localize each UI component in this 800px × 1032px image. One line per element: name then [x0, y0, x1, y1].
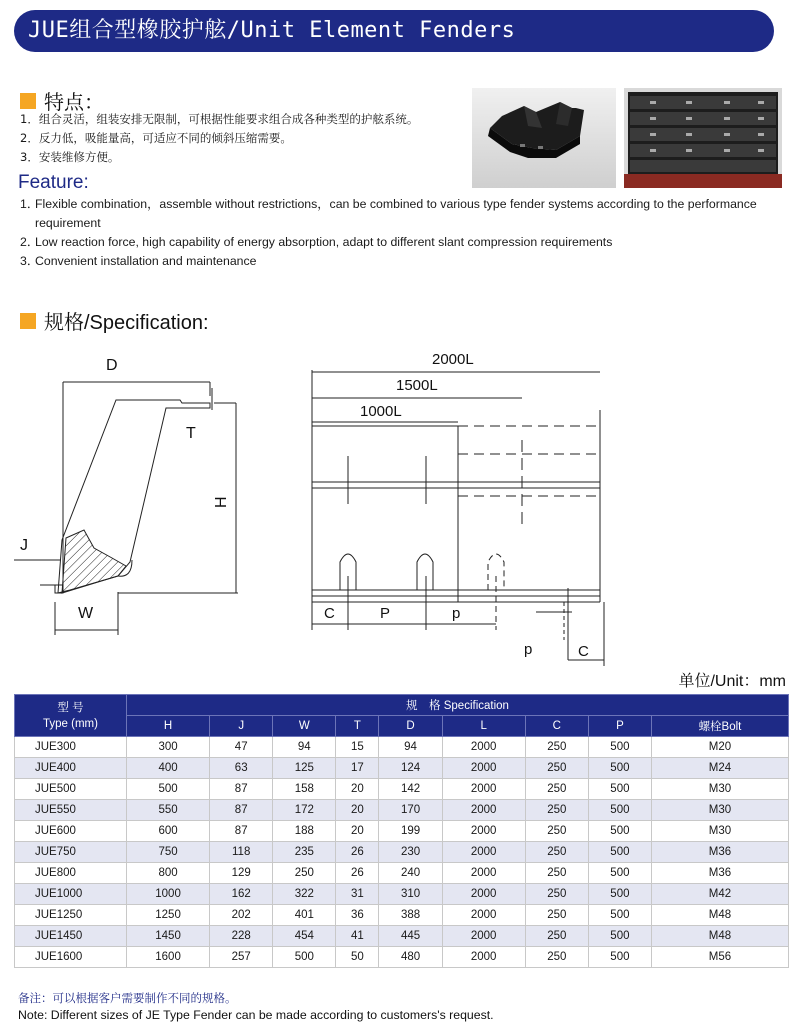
table-cell: 158 — [273, 779, 336, 800]
type-cell: JUE500 — [15, 779, 127, 800]
table-row — [15, 821, 789, 842]
table-cell: 94 — [273, 737, 336, 758]
unit-label: 单位/Unit：mm — [678, 673, 786, 690]
type-cell: JUE1250 — [15, 905, 127, 926]
table-cell: 26 — [336, 842, 379, 863]
dim-label-p: p — [524, 641, 533, 658]
table-cell: 1250 — [127, 905, 210, 926]
column-header: W — [273, 716, 336, 737]
table-cell: 50 — [336, 947, 379, 968]
table-row — [15, 779, 789, 800]
table-cell: M24 — [651, 758, 788, 779]
spec-table — [14, 694, 789, 968]
dim-label-J: J — [20, 537, 28, 554]
spec-table-body — [15, 737, 789, 968]
type-header — [15, 695, 127, 737]
table-cell: 322 — [273, 884, 336, 905]
fender-profile-drawing — [14, 382, 238, 635]
table-cell: 2000 — [442, 758, 525, 779]
features-en-num: 1． — [20, 197, 40, 211]
column-header: 螺栓Bolt — [651, 716, 788, 737]
table-cell: 129 — [210, 863, 273, 884]
dim-label-1500L: 1500L — [396, 377, 438, 394]
type-cell: JUE1000 — [15, 884, 127, 905]
table-cell: M48 — [651, 905, 788, 926]
column-header: P — [588, 716, 651, 737]
table-cell: 401 — [273, 905, 336, 926]
features-cn-list — [20, 110, 418, 167]
table-cell: M30 — [651, 800, 788, 821]
table-cell: 1450 — [127, 926, 210, 947]
table-cell: 250 — [525, 926, 588, 947]
table-cell: 500 — [588, 884, 651, 905]
dim-label-T: T — [186, 425, 196, 442]
table-cell: 500 — [273, 947, 336, 968]
table-row — [15, 905, 789, 926]
table-cell: 310 — [379, 884, 442, 905]
features-en-text: Flexible combination，assemble without restrictions，can be combined to various type fender systems according to the performance requirement — [35, 197, 757, 230]
table-cell: 125 — [273, 758, 336, 779]
spec-heading-text: 规格/Specification: — [44, 312, 209, 334]
column-header: J — [210, 716, 273, 737]
column-header: T — [336, 716, 379, 737]
table-cell: 500 — [588, 779, 651, 800]
table-cell: 550 — [127, 800, 210, 821]
table-cell: 500 — [588, 905, 651, 926]
table-cell: 20 — [336, 779, 379, 800]
table-cell: M36 — [651, 842, 788, 863]
table-cell: 500 — [588, 737, 651, 758]
table-cell: 2000 — [442, 947, 525, 968]
dim-label-W: W — [78, 605, 94, 622]
fender-single-photo — [472, 88, 616, 188]
table-cell: 2000 — [442, 905, 525, 926]
table-row — [15, 863, 789, 884]
table-row — [15, 926, 789, 947]
table-row — [15, 947, 789, 968]
table-cell: 2000 — [442, 779, 525, 800]
table-cell: 800 — [127, 863, 210, 884]
table-cell: 250 — [525, 863, 588, 884]
table-cell: 36 — [336, 905, 379, 926]
table-cell: 17 — [336, 758, 379, 779]
features-en-num: 2． — [20, 235, 40, 249]
table-cell: 228 — [210, 926, 273, 947]
type-cell: JUE1600 — [15, 947, 127, 968]
table-cell: 500 — [588, 758, 651, 779]
features-cn-item: 2．反力低，吸能量高，可适应不同的倾斜压缩需要。 — [20, 131, 292, 145]
table-cell: 87 — [210, 779, 273, 800]
dim-label-2000L: 2000L — [432, 351, 474, 368]
table-cell: 500 — [127, 779, 210, 800]
type-cell: JUE600 — [15, 821, 127, 842]
column-header: H — [127, 716, 210, 737]
table-cell: 41 — [336, 926, 379, 947]
table-cell: 20 — [336, 821, 379, 842]
table-cell: 172 — [273, 800, 336, 821]
table-cell: M20 — [651, 737, 788, 758]
table-cell: 500 — [588, 821, 651, 842]
features-cn-item: 3．安装维修方便。 — [20, 150, 120, 164]
table-row — [15, 842, 789, 863]
table-cell: 47 — [210, 737, 273, 758]
table-cell: 2000 — [442, 884, 525, 905]
table-cell: M42 — [651, 884, 788, 905]
features-cn-item: 1．组合灵活，组装安排无限制，可根据性能要求组合成各种类型的护舷系统。 — [20, 112, 419, 126]
table-cell: 1000 — [127, 884, 210, 905]
table-cell: 250 — [525, 800, 588, 821]
table-cell: 2000 — [442, 821, 525, 842]
table-cell: 250 — [525, 884, 588, 905]
dim-label-D: D — [106, 357, 118, 374]
table-cell: 142 — [379, 779, 442, 800]
table-cell: 2000 — [442, 737, 525, 758]
note-en: Note: Different sizes of JE Type Fender can be made according to customers's request. — [18, 1008, 494, 1022]
dim-label-p: p — [452, 605, 461, 622]
dim-label-P: P — [380, 605, 391, 622]
table-cell: 87 — [210, 821, 273, 842]
type-cell: JUE550 — [15, 800, 127, 821]
features-en-text: Convenient installation and maintenance — [35, 254, 257, 268]
table-cell: 199 — [379, 821, 442, 842]
table-cell: 388 — [379, 905, 442, 926]
table-row — [15, 884, 789, 905]
column-header: C — [525, 716, 588, 737]
table-cell: 230 — [379, 842, 442, 863]
spec-group-header: 规 格 Specification — [127, 695, 789, 716]
type-cell: JUE800 — [15, 863, 127, 884]
table-cell: M30 — [651, 779, 788, 800]
type-header-en: Type (mm) — [43, 717, 98, 730]
dim-label-C: C — [578, 643, 589, 660]
table-cell: 250 — [525, 905, 588, 926]
table-cell: 250 — [525, 737, 588, 758]
table-cell: 63 — [210, 758, 273, 779]
table-cell: 94 — [379, 737, 442, 758]
type-header-cn: 型 号 — [57, 701, 84, 714]
dimension-diagram — [0, 340, 800, 670]
table-cell: 400 — [127, 758, 210, 779]
orange-square-icon — [20, 93, 36, 109]
table-cell: 124 — [379, 758, 442, 779]
table-cell: 240 — [379, 863, 442, 884]
type-cell: JUE300 — [15, 737, 127, 758]
table-cell: 31 — [336, 884, 379, 905]
features-cn-heading-text: 特点： — [44, 92, 104, 114]
column-header-row — [15, 716, 789, 737]
features-en-text: Low reaction force, high capability of energy absorption, adapt to different slant compression requirements — [35, 235, 613, 249]
table-cell: 15 — [336, 737, 379, 758]
table-cell: 300 — [127, 737, 210, 758]
dim-label-H: H — [213, 496, 230, 508]
table-cell: 2000 — [442, 863, 525, 884]
table-cell: 600 — [127, 821, 210, 842]
table-cell: 2000 — [442, 926, 525, 947]
page-title: JUE组合型橡胶护舷/Unit Element Fenders — [14, 10, 774, 52]
table-cell: 250 — [525, 821, 588, 842]
type-cell: JUE400 — [15, 758, 127, 779]
table-cell: 250 — [273, 863, 336, 884]
table-cell: M36 — [651, 863, 788, 884]
features-en-list — [20, 195, 790, 271]
table-row — [15, 737, 789, 758]
table-cell: 500 — [588, 800, 651, 821]
table-cell: M30 — [651, 821, 788, 842]
type-cell: JUE750 — [15, 842, 127, 863]
table-cell: 235 — [273, 842, 336, 863]
dim-label-1000L: 1000L — [360, 403, 402, 420]
orange-square-icon — [20, 313, 36, 329]
table-cell: 500 — [588, 926, 651, 947]
table-cell: 250 — [525, 842, 588, 863]
table-cell: 20 — [336, 800, 379, 821]
table-cell: 250 — [525, 758, 588, 779]
table-cell: 118 — [210, 842, 273, 863]
table-cell: 454 — [273, 926, 336, 947]
table-cell: 162 — [210, 884, 273, 905]
features-en-num: 3． — [20, 254, 40, 268]
table-row — [15, 800, 789, 821]
table-cell: 188 — [273, 821, 336, 842]
features-en-item — [20, 233, 790, 252]
table-cell: 2000 — [442, 842, 525, 863]
table-row — [15, 758, 789, 779]
table-cell: 445 — [379, 926, 442, 947]
table-cell: 500 — [588, 947, 651, 968]
table-cell: 2000 — [442, 800, 525, 821]
features-en-heading: Feature: — [18, 172, 89, 193]
table-cell: 250 — [525, 779, 588, 800]
type-cell: JUE1450 — [15, 926, 127, 947]
table-cell: M56 — [651, 947, 788, 968]
spec-heading — [20, 306, 209, 335]
features-en-item — [20, 252, 790, 271]
table-cell: 170 — [379, 800, 442, 821]
dim-label-C: C — [324, 605, 335, 622]
column-header: D — [379, 716, 442, 737]
table-cell: 500 — [588, 842, 651, 863]
table-cell: 202 — [210, 905, 273, 926]
table-cell: 26 — [336, 863, 379, 884]
table-cell: 1600 — [127, 947, 210, 968]
table-cell: 250 — [525, 947, 588, 968]
features-en-item — [20, 195, 790, 233]
table-cell: 500 — [588, 863, 651, 884]
table-cell: 257 — [210, 947, 273, 968]
note-cn: 备注：可以根据客户需要制作不同的规格。 — [18, 991, 237, 1005]
table-cell: 480 — [379, 947, 442, 968]
column-header: L — [442, 716, 525, 737]
table-cell: 87 — [210, 800, 273, 821]
table-cell: M48 — [651, 926, 788, 947]
table-cell: 750 — [127, 842, 210, 863]
fender-stack-photo — [624, 88, 782, 188]
